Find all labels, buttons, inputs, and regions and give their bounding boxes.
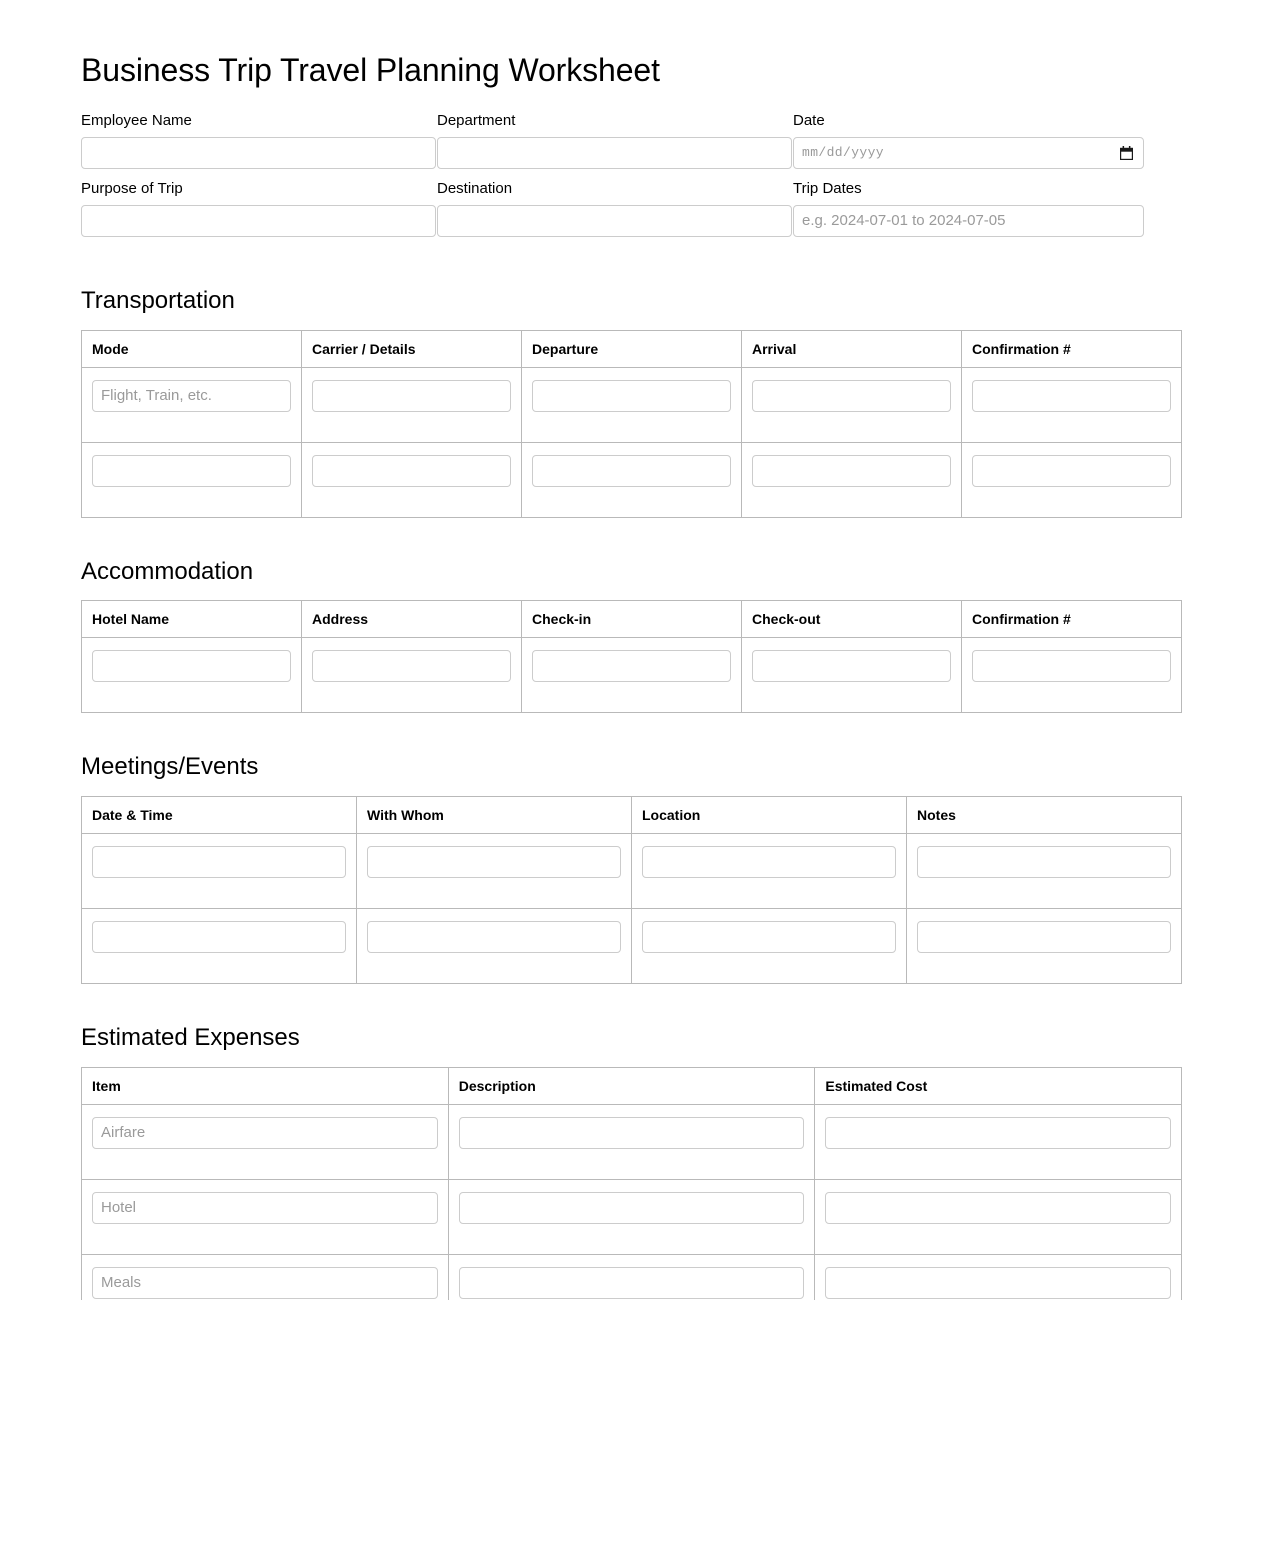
col-header-with-whom: With Whom <box>357 797 632 834</box>
cell-location <box>632 834 907 909</box>
destination-input[interactable] <box>437 205 792 237</box>
col-header-item: Item <box>82 1067 449 1104</box>
cell-departure <box>522 442 742 517</box>
col-header-check-out: Check-out <box>742 601 962 638</box>
table-header-row <box>82 601 1182 638</box>
table-row <box>82 1254 1182 1300</box>
col-header-carrier: Carrier / Details <box>302 330 522 367</box>
cell-arrival <box>742 367 962 442</box>
col-header-confirmation: Confirmation # <box>962 601 1182 638</box>
meetings-with-whom-input-0[interactable] <box>367 846 621 878</box>
col-header-confirmation: Confirmation # <box>962 330 1182 367</box>
employee-name-input[interactable] <box>81 137 436 169</box>
cell-notes <box>907 834 1182 909</box>
transportation-departure-input-0[interactable] <box>532 380 731 412</box>
cell-confirmation <box>962 442 1182 517</box>
expenses-description-input-0[interactable] <box>459 1117 805 1149</box>
col-header-hotel-name: Hotel Name <box>82 601 302 638</box>
cell-mode <box>82 367 302 442</box>
table-row <box>82 909 1182 984</box>
transportation-carrier-input-1[interactable] <box>312 455 511 487</box>
transportation-arrival-input-0[interactable] <box>752 380 951 412</box>
cell-item <box>82 1254 449 1300</box>
transportation-arrival-input-1[interactable] <box>752 455 951 487</box>
col-header-date-time: Date & Time <box>82 797 357 834</box>
expenses-item-input-2[interactable] <box>92 1267 438 1299</box>
section-meetings-events <box>81 753 1182 984</box>
meetings-title: Meetings/Events <box>81 753 259 781</box>
cell-with-whom <box>357 834 632 909</box>
cell-description <box>448 1254 815 1300</box>
expenses-description-input-1[interactable] <box>459 1192 805 1224</box>
cell-date-time <box>82 834 357 909</box>
cell-address <box>302 638 522 713</box>
meetings-notes-input-1[interactable] <box>917 921 1171 953</box>
department-label: Department <box>437 111 516 129</box>
col-header-address: Address <box>302 601 522 638</box>
accommodation-address-input-0[interactable] <box>312 650 511 682</box>
col-header-check-in: Check-in <box>522 601 742 638</box>
meetings-location-input-0[interactable] <box>642 846 896 878</box>
page-title: Business Trip Travel Planning Worksheet <box>81 52 660 88</box>
meetings-date-time-input-1[interactable] <box>92 921 346 953</box>
meetings-date-time-input-0[interactable] <box>92 846 346 878</box>
cell-hotel-name <box>82 638 302 713</box>
cell-arrival <box>742 442 962 517</box>
accommodation-confirmation-input-0[interactable] <box>972 650 1171 682</box>
expenses-cost-input-1[interactable] <box>825 1192 1171 1224</box>
table-row <box>82 638 1182 713</box>
date-label: Date <box>793 111 825 129</box>
trip-dates-input[interactable] <box>793 205 1144 237</box>
cell-estimated-cost <box>815 1179 1182 1254</box>
accommodation-title: Accommodation <box>81 557 254 585</box>
table-row <box>82 834 1182 909</box>
section-accommodation <box>81 558 1182 714</box>
accommodation-hotel-name-input-0[interactable] <box>92 650 291 682</box>
col-header-location: Location <box>632 797 907 834</box>
transportation-title: Transportation <box>81 286 235 314</box>
accommodation-table-body <box>82 638 1182 713</box>
expenses-title: Estimated Expenses <box>81 1024 300 1052</box>
col-header-estimated-cost: Estimated Cost <box>815 1067 1182 1104</box>
purpose-of-trip-label: Purpose of Trip <box>81 179 183 197</box>
cell-check-out <box>742 638 962 713</box>
table-row <box>82 442 1182 517</box>
cell-mode <box>82 442 302 517</box>
col-header-notes: Notes <box>907 797 1182 834</box>
table-header-row <box>82 797 1182 834</box>
cell-check-in <box>522 638 742 713</box>
transportation-carrier-input-0[interactable] <box>312 380 511 412</box>
transportation-mode-input-1[interactable] <box>92 455 291 487</box>
expenses-item-input-1[interactable] <box>92 1192 438 1224</box>
cell-location <box>632 909 907 984</box>
field-purpose-of-trip <box>81 179 436 237</box>
cell-confirmation <box>962 367 1182 442</box>
col-header-departure: Departure <box>522 330 742 367</box>
accommodation-check-out-input-0[interactable] <box>752 650 951 682</box>
employee-name-label: Employee Name <box>81 111 192 129</box>
transportation-table <box>81 330 1182 518</box>
purpose-of-trip-input[interactable] <box>81 205 436 237</box>
accommodation-table-head <box>82 601 1182 638</box>
transportation-departure-input-1[interactable] <box>532 455 731 487</box>
transportation-table-head <box>82 330 1182 367</box>
field-date <box>793 111 1144 169</box>
cell-notes <box>907 909 1182 984</box>
cell-carrier <box>302 442 522 517</box>
cell-description <box>448 1179 815 1254</box>
meetings-notes-input-0[interactable] <box>917 846 1171 878</box>
cell-confirmation <box>962 638 1182 713</box>
table-header-row <box>82 330 1182 367</box>
expenses-item-input-0[interactable] <box>92 1117 438 1149</box>
transportation-confirmation-input-1[interactable] <box>972 455 1171 487</box>
department-input[interactable] <box>437 137 792 169</box>
section-estimated-expenses <box>81 1024 1182 1300</box>
col-header-arrival: Arrival <box>742 330 962 367</box>
meetings-table-body <box>82 834 1182 984</box>
cell-carrier <box>302 367 522 442</box>
meetings-table-head <box>82 797 1182 834</box>
header-field-grid <box>81 111 1182 247</box>
table-row <box>82 1179 1182 1254</box>
expenses-table <box>81 1067 1182 1300</box>
cell-departure <box>522 367 742 442</box>
table-row <box>82 1104 1182 1179</box>
accommodation-check-in-input-0[interactable] <box>532 650 731 682</box>
destination-label: Destination <box>437 179 513 197</box>
meetings-table <box>81 796 1182 984</box>
cell-item <box>82 1179 449 1254</box>
expenses-cost-input-2[interactable] <box>825 1267 1171 1299</box>
col-header-mode: Mode <box>82 330 302 367</box>
col-header-description: Description <box>448 1067 815 1104</box>
field-destination <box>437 179 792 237</box>
transportation-mode-input-0[interactable] <box>92 380 291 412</box>
table-row <box>82 367 1182 442</box>
transportation-confirmation-input-0[interactable] <box>972 380 1171 412</box>
field-trip-dates <box>793 179 1144 237</box>
meetings-location-input-1[interactable] <box>642 921 896 953</box>
field-department <box>437 111 792 169</box>
table-header-row <box>82 1067 1182 1104</box>
cell-date-time <box>82 909 357 984</box>
cell-description <box>448 1104 815 1179</box>
trip-dates-label: Trip Dates <box>793 179 862 197</box>
expenses-cost-input-0[interactable] <box>825 1117 1171 1149</box>
expenses-description-input-2[interactable] <box>459 1267 805 1299</box>
date-input[interactable] <box>793 137 1144 169</box>
cell-with-whom <box>357 909 632 984</box>
transportation-table-body <box>82 367 1182 517</box>
field-employee-name <box>81 111 436 169</box>
expenses-table-body <box>82 1104 1182 1300</box>
section-transportation <box>81 287 1182 518</box>
cell-estimated-cost <box>815 1254 1182 1300</box>
cell-estimated-cost <box>815 1104 1182 1179</box>
date-input-wrapper <box>793 137 1144 169</box>
accommodation-table <box>81 600 1182 713</box>
expenses-table-head <box>82 1067 1182 1104</box>
cell-item <box>82 1104 449 1179</box>
meetings-with-whom-input-1[interactable] <box>367 921 621 953</box>
